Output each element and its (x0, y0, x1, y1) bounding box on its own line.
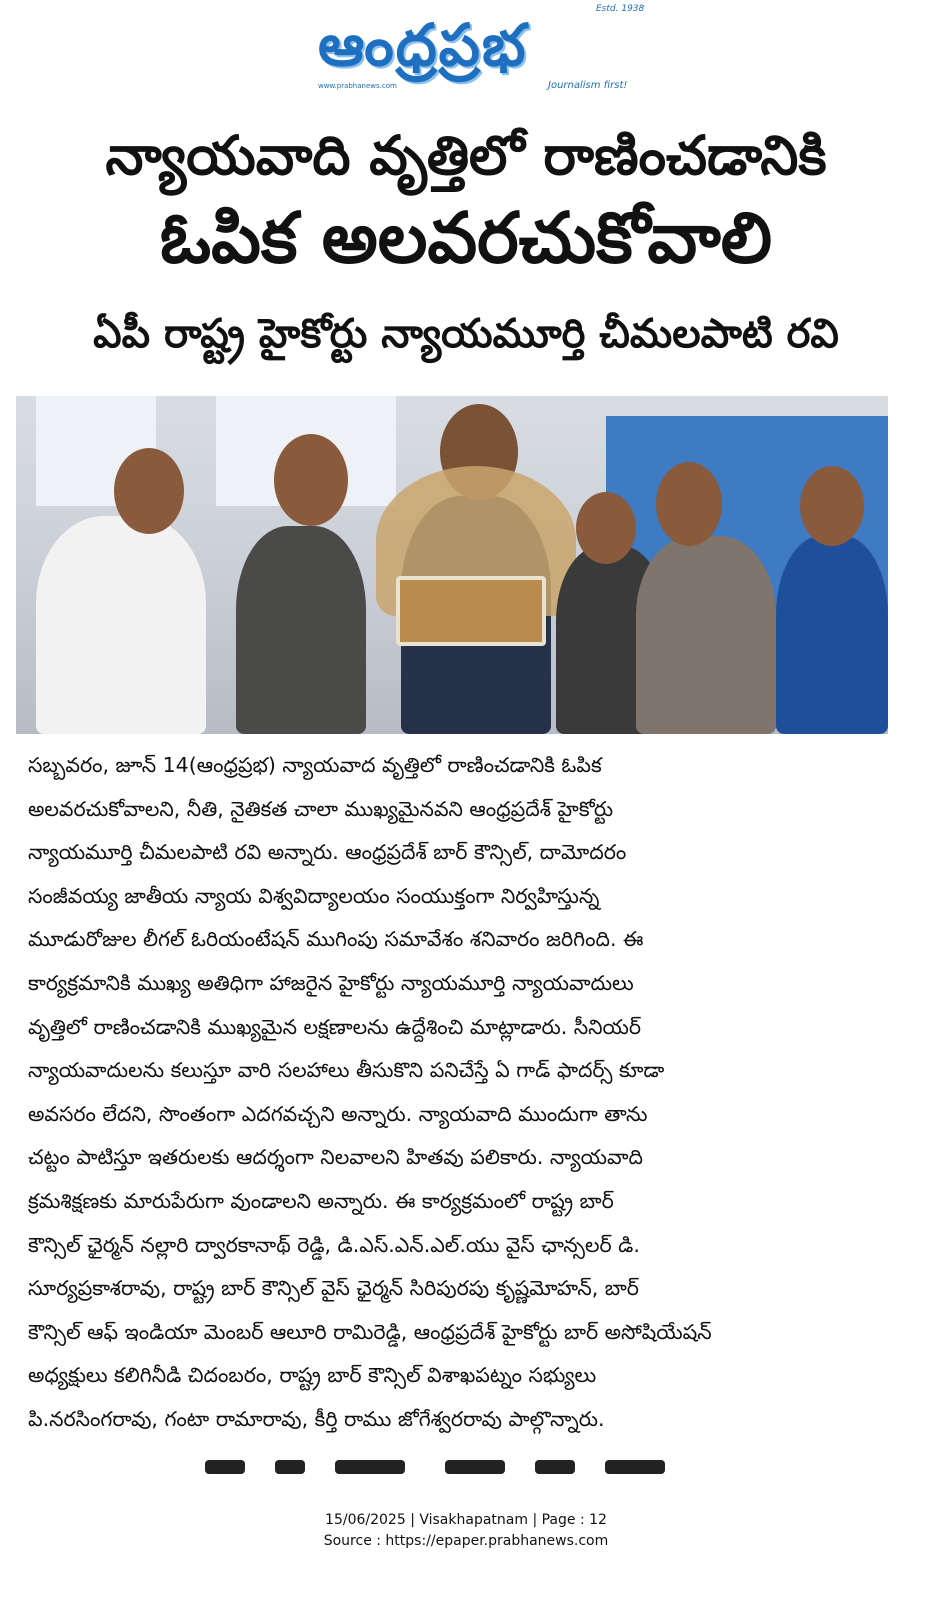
article-line: సబ్బవరం, జూన్ 14(ఆంధ్రప్రభ) న్యాయవాద వృత్తిలో రాణించడానికి ఓపిక (28, 753, 602, 777)
newspaper-logo: ఆంధ్రప్రభ (318, 11, 528, 79)
estd-label: Estd. 1938 (596, 4, 645, 14)
article-line: వృత్తిలో రాణించడానికి ముఖ్యమైన లక్షణాలను ఉద్దేశించి మాట్లాడారు. సీనియర్ (28, 1014, 642, 1039)
article-line: అలవరచుకోవాలని, నీతి, నైతికత చాలా ముఖ్యమైనవని ఆంధ్రప్రదేశ్ హైకోర్టు (28, 796, 614, 821)
article-line: మూడురోజుల లీగల్ ఓరియంటేషన్ ముగింపు సమావేశం శనివారం జరిగింది. ఈ (28, 927, 644, 952)
article-body (28, 744, 904, 1442)
article-line: న్యాయమూర్తి చీమలపాటి రవి అన్నారు. ఆంధ్రప్రదేశ్ బార్ కౌన్సిల్, దామోదరం (28, 840, 627, 865)
footer-date-edition: 15/06/2025 | Visakhapatnam | Page : 12 (325, 1512, 607, 1528)
news-photo (16, 396, 888, 734)
article-line: సంజీవయ్య జాతీయ న్యాయ విశ్వవిద్యాలయం సంయుక్తంగా నిర్వహిస్తున్న (28, 883, 600, 908)
cut-off-text-fragment (205, 1460, 665, 1476)
headline-line-1: న్యాయవాది వృత్తిలో రాణించడానికి (105, 124, 827, 187)
photo-person-head (274, 434, 348, 526)
article-line: కార్యక్రమానికి ముఖ్య అతిధిగా హాజరైన హైకోర్టు న్యాయమూర్తి న్యాయవాదులు (28, 970, 634, 995)
photo-person (636, 536, 776, 734)
headline-subline: ఏపీ రాష్ట్ర హైకోర్టు న్యాయమూర్తి చీమలపాటి రవి (93, 311, 839, 357)
article-line: సూర్యప్రకాశరావు, రాష్ట్ర బార్ కౌన్సిల్ వైస్ ఛైర్మన్ సిరిపురపు కృష్ణమోహన్, బార్ (28, 1276, 639, 1301)
photo-person-head (800, 466, 864, 546)
article-line: చట్టం పాటిస్తూ ఇతరులకు ఆదర్శంగా నిలవాలని హితవు పలికారు. న్యాయవాది (28, 1145, 643, 1170)
article-line: అధ్యక్షులు కలిగినీడి చిదంబరం, రాష్ట్ర బార్ కౌన్సిల్ విశాఖపట్నం సభ్యులు (28, 1363, 597, 1388)
photo-person-head (656, 462, 722, 546)
tagline: Journalism first! (548, 80, 628, 91)
article-line: కౌన్సిల్ ఆఫ్ ఇండియా మెంబర్ ఆలూరి రామిరెడ్డి, ఆంధ్రప్రదేశ్ హైకోర్టు బార్ అసోషియేషన్ (28, 1319, 712, 1344)
site-url: www.prabhanews.com (318, 82, 397, 90)
photo-memento (396, 576, 546, 646)
photo-person (236, 526, 366, 734)
article-line: పి.నరసింగరావు, గంటా రామారావు, కీర్తి రాము జోగేశ్వరరావు పాల్గొన్నారు. (28, 1406, 605, 1431)
photo-person (36, 516, 206, 734)
article-line: క్రమశిక్షణకు మారుపేరుగా వుండాలని అన్నారు. ఈ కార్యక్రమంలో రాష్ట్ర బార్ (28, 1188, 614, 1213)
photo-person (776, 536, 888, 734)
footer-source: Source : https://epaper.prabhanews.com (323, 1533, 609, 1549)
headline-line-2: ఓపిక అలవరచుకోవాలి (159, 197, 773, 279)
masthead (0, 0, 932, 105)
article-line: కౌన్సిల్ ఛైర్మన్ నల్లారి ద్వారకానాథ్ రెడ్డి, డి.ఎస్.ఎన్.ఎల్.యు వైస్ ఛాన్సలర్ డి. (28, 1232, 640, 1257)
photo-person-head (114, 448, 184, 534)
article-line: న్యాయవాదులను కలుస్తూ వారి సలహాలు తీసుకొని పనిచేస్తే ఏ గాడ్ ఫాదర్స్ కూడా (28, 1058, 665, 1083)
photo-person-head (576, 492, 636, 564)
article-line: అవసరం లేదని, సొంతంగా ఎదగవచ్చని అన్నారు. న్యాయవాది ముందుగా తాను (28, 1101, 648, 1126)
